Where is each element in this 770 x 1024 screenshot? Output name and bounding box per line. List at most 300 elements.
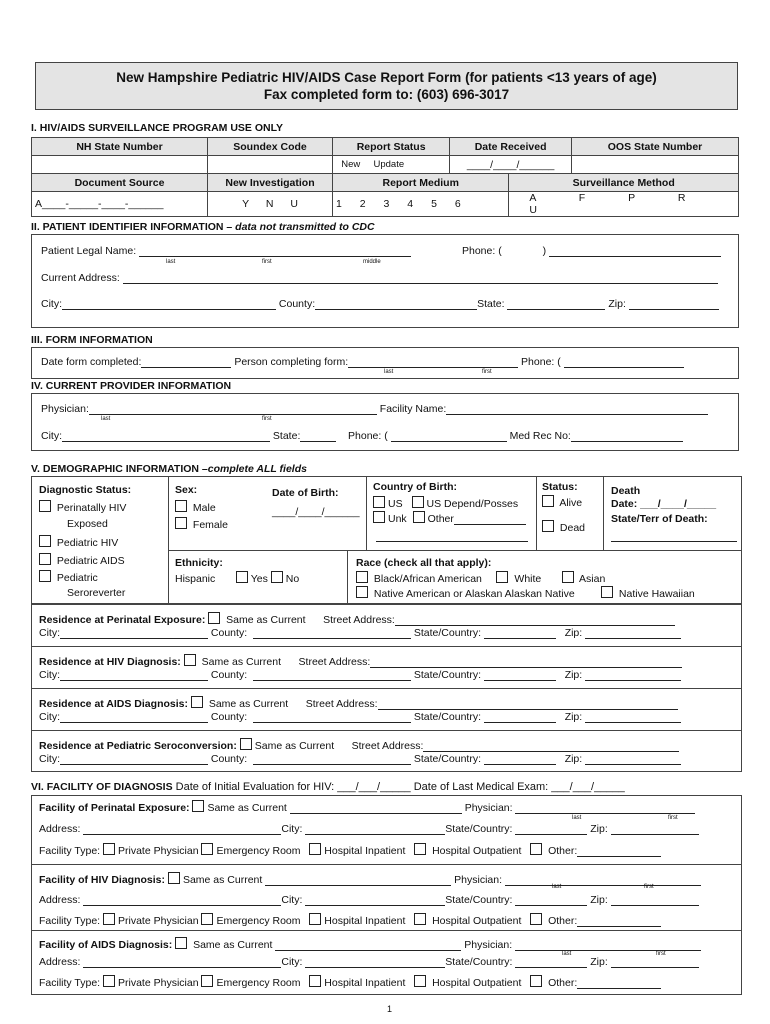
- diag-opt-label: Perinatally HIV: [56, 502, 127, 514]
- res-aids-row: [39, 696, 678, 710]
- facility-aids-row: [39, 937, 701, 951]
- medium-2[interactable]: 2: [359, 198, 366, 210]
- patient-phone-label: Phone: (: [462, 245, 502, 257]
- county-label: County:: [210, 669, 248, 681]
- surveillance-table: [31, 137, 739, 217]
- dob-label: Date of Birth:: [272, 487, 339, 499]
- section-4-heading: IV. CURRENT PROVIDER INFORMATION: [31, 380, 232, 392]
- state-country-field[interactable]: [515, 895, 587, 906]
- us-depend-label: US Depend/Posses: [426, 498, 519, 510]
- physician-label: Physician:: [454, 874, 503, 886]
- facility-perinatal-row: [39, 800, 695, 814]
- form-title-box: [35, 62, 738, 110]
- doc-source-cell[interactable]: A____-_____-____-______: [32, 192, 208, 217]
- city-row: [41, 298, 719, 310]
- county-field[interactable]: [253, 754, 411, 765]
- facility-name-field[interactable]: [446, 404, 708, 415]
- street-field[interactable]: [370, 657, 682, 668]
- checkbox-same-current[interactable]: [240, 738, 252, 750]
- new-investigation-header: New Investigation: [208, 174, 333, 192]
- res-aids-city-row: [39, 711, 681, 723]
- checkbox-other[interactable]: [530, 913, 542, 925]
- checkbox-same-current[interactable]: [208, 612, 220, 624]
- fax-line: Fax completed form to: (603) 696-3017: [263, 87, 510, 102]
- facility-aids-label: Facility of AIDS Diagnosis:: [39, 939, 173, 951]
- state-country-field[interactable]: [484, 670, 556, 681]
- facility-type-label: Facility Type:: [39, 977, 101, 989]
- male-label: Male: [192, 502, 216, 514]
- other-label: Other: [427, 513, 454, 525]
- date-completed-label: Date form completed:: [41, 356, 142, 368]
- last-exam-date[interactable]: Date of Last Medical Exam: ___/___/_____: [413, 781, 625, 793]
- female-label: Female: [192, 519, 228, 531]
- zip-field[interactable]: [611, 957, 699, 968]
- city-field[interactable]: [60, 754, 208, 765]
- checkbox-same-current[interactable]: [192, 800, 204, 812]
- checkbox-yes[interactable]: [236, 571, 248, 583]
- street-field[interactable]: [395, 615, 675, 626]
- street-label: Street Address:: [305, 698, 378, 710]
- address-label: Address:: [39, 894, 81, 906]
- doc-source-header: Document Source: [32, 174, 208, 192]
- type-private-label: Private Physician: [118, 915, 199, 927]
- sex-female[interactable]: [175, 517, 228, 531]
- type-inpatient-label: Hospital Inpatient: [324, 845, 406, 857]
- checkbox-other[interactable]: [413, 511, 425, 523]
- city-field[interactable]: [305, 895, 445, 906]
- street-field[interactable]: [423, 741, 679, 752]
- facility-name-field[interactable]: [290, 803, 462, 814]
- physician-label: Physician:: [464, 802, 513, 814]
- label-first: first: [668, 815, 678, 821]
- method-f[interactable]: F: [578, 192, 586, 204]
- hispanic-label: Hispanic: [175, 573, 216, 585]
- address-label: Address:: [39, 823, 81, 835]
- checkbox-same-current[interactable]: [184, 654, 196, 666]
- diag-opt-label: Pediatric HIV: [56, 537, 119, 549]
- race-native-label: Native American or Alaskan Alaskan Native: [373, 588, 575, 600]
- provider-phone-field[interactable]: [391, 431, 507, 442]
- same-label: Same as Current: [207, 802, 287, 814]
- res-perinatal-city-row: [39, 627, 681, 639]
- race-white-label: White: [514, 573, 542, 585]
- city-field[interactable]: [305, 957, 445, 968]
- facility-name-field[interactable]: [265, 875, 451, 886]
- zip-field[interactable]: [611, 895, 699, 906]
- new-investigation-options[interactable]: [208, 192, 333, 217]
- person-completing-field[interactable]: [348, 357, 518, 368]
- dead-label: Dead: [559, 522, 586, 534]
- person-completing-label: Person completing form:: [234, 356, 349, 368]
- type-inpatient-label: Hospital Inpatient: [324, 977, 406, 989]
- state-country-label: State/Country:: [413, 753, 481, 765]
- checkbox-us[interactable]: [373, 496, 385, 508]
- type-outpatient-label: Hospital Outpatient: [432, 845, 522, 857]
- facility-name-field[interactable]: [275, 940, 461, 951]
- checkbox[interactable]: [542, 495, 554, 507]
- legal-name-label: Patient Legal Name:: [41, 245, 137, 257]
- state-country-field[interactable]: [484, 712, 556, 723]
- state-country-field[interactable]: [515, 957, 587, 968]
- form-info-row: [41, 356, 684, 368]
- checkbox-er[interactable]: [201, 913, 213, 925]
- zip-field[interactable]: [585, 670, 681, 681]
- medrec-field[interactable]: [571, 431, 683, 442]
- page-number: 1: [387, 1004, 393, 1014]
- county-label: County:: [210, 627, 248, 639]
- method-r[interactable]: R: [677, 192, 686, 204]
- label-last: last: [552, 884, 562, 890]
- provider-state-label: State:: [272, 430, 301, 442]
- type-other-label: Other:: [548, 845, 578, 857]
- res-perinatal-row: [39, 612, 675, 626]
- provider-city-field[interactable]: [62, 431, 270, 442]
- death-state-label: State/Terr of Death:: [611, 513, 708, 525]
- checkbox-hawaiian[interactable]: [601, 586, 613, 598]
- method-a[interactable]: A: [529, 192, 536, 204]
- state-country-label: State/Country:: [445, 894, 513, 906]
- zip-field[interactable]: [611, 824, 699, 835]
- facility-aids-type-row: [39, 975, 661, 989]
- city-label: City:: [39, 627, 60, 639]
- death-state-field[interactable]: [611, 530, 737, 542]
- res-hiv-city-row: [39, 669, 681, 681]
- race-row-1: [356, 571, 605, 585]
- facility-perinatal-label: Facility of Perinatal Exposure:: [39, 802, 190, 814]
- alive-label: Alive: [559, 497, 583, 509]
- type-inpatient-label: Hospital Inpatient: [324, 915, 406, 927]
- county-field[interactable]: [253, 670, 411, 681]
- physician-row: [41, 403, 708, 415]
- legal-name-row: [41, 245, 411, 257]
- us-label: US: [388, 498, 403, 510]
- res-sero-city-row: [39, 753, 681, 765]
- country-line-2[interactable]: [376, 530, 528, 542]
- street-field[interactable]: [378, 699, 678, 710]
- zip-field[interactable]: [585, 628, 681, 639]
- diag-opt-label: Pediatric: [56, 572, 98, 584]
- county-label: County:: [278, 298, 316, 310]
- address-label: Current Address:: [41, 272, 120, 284]
- provider-city-label: City:: [41, 430, 62, 442]
- physician-field[interactable]: [89, 404, 377, 415]
- method-p[interactable]: P: [628, 192, 635, 204]
- surveillance-method-header: Surveillance Method: [509, 174, 739, 192]
- city-label: City:: [39, 753, 60, 765]
- oos-cell[interactable]: [572, 156, 739, 174]
- zip-field[interactable]: [629, 299, 719, 310]
- type-outpatient-label: Hospital Outpatient: [432, 977, 522, 989]
- type-private-label: Private Physician: [118, 977, 199, 989]
- section-1-heading: I. HIV/AIDS SURVEILLANCE PROGRAM USE ONLY: [31, 122, 284, 134]
- medrec-label: Med Rec No:: [509, 430, 571, 442]
- address-field[interactable]: [123, 273, 718, 284]
- zip-field[interactable]: [585, 712, 681, 723]
- status-new[interactable]: New: [341, 159, 361, 170]
- checkbox-us-depend[interactable]: [412, 496, 424, 508]
- address-field[interactable]: [83, 895, 281, 906]
- label-middle: middle: [363, 259, 381, 265]
- state-country-label: State/Country:: [413, 627, 481, 639]
- checkbox-native-american[interactable]: [356, 586, 368, 598]
- label-last: last: [562, 951, 572, 957]
- country-us-row: [373, 496, 518, 510]
- section-6-heading-row: [31, 781, 625, 793]
- diag-opt-exposed: Exposed: [67, 518, 108, 530]
- form-phone-field[interactable]: [564, 357, 684, 368]
- race-label: Race (check all that apply):: [356, 557, 492, 569]
- checkbox-inpatient[interactable]: [309, 843, 321, 855]
- physician-label: Physician:: [464, 939, 513, 951]
- label-first-4: first: [262, 416, 272, 422]
- city-field[interactable]: [60, 670, 208, 681]
- state-country-label: State/Country:: [413, 669, 481, 681]
- county-label: County:: [210, 711, 248, 723]
- date-completed-field[interactable]: [141, 357, 231, 368]
- checkbox[interactable]: [542, 520, 554, 532]
- street-label: Street Address:: [351, 740, 424, 752]
- checkbox[interactable]: [39, 535, 51, 547]
- checkbox[interactable]: [39, 500, 51, 512]
- state-field[interactable]: [507, 299, 605, 310]
- ethnicity-label: Ethnicity:: [175, 557, 223, 569]
- other-field[interactable]: [577, 978, 661, 989]
- checkbox[interactable]: [39, 570, 51, 582]
- facility-hiv-type-row: [39, 913, 661, 927]
- state-country-field[interactable]: [484, 628, 556, 639]
- provider-phone-label: Phone: (: [348, 430, 388, 442]
- provider-state-field[interactable]: [300, 431, 336, 442]
- facility-type-label: Facility Type:: [39, 845, 101, 857]
- initial-eval-date[interactable]: Date of Initial Evaluation for HIV: ___/___/_____: [175, 781, 411, 793]
- oos-header: OOS State Number: [572, 138, 739, 156]
- race-hawaiian-label: Native Hawaiian: [618, 588, 695, 600]
- diag-opt-pediatric[interactable]: [39, 570, 98, 584]
- zip-field[interactable]: [585, 754, 681, 765]
- section-2-note: data not transmitted to CDC: [235, 221, 375, 233]
- checkbox-asian[interactable]: [562, 571, 574, 583]
- status-dead[interactable]: [542, 520, 585, 534]
- state-label: State:: [477, 298, 505, 310]
- city-field[interactable]: [62, 299, 276, 310]
- city-label: City:: [39, 711, 60, 723]
- checkbox-no[interactable]: [271, 571, 283, 583]
- street-label: Street Address:: [323, 614, 395, 626]
- patient-phone-row: [462, 245, 721, 257]
- same-label: Same as Current: [201, 656, 282, 668]
- facility-type-label: Facility Type:: [39, 915, 101, 927]
- checkbox-black[interactable]: [356, 571, 368, 583]
- section-5-note: complete ALL fields: [207, 463, 307, 475]
- checkbox-er[interactable]: [201, 975, 213, 987]
- dob-field[interactable]: ____/____/______: [272, 506, 360, 518]
- report-medium-header: Report Medium: [333, 174, 509, 192]
- form-title: New Hampshire Pediatric HIV/AIDS Case Report Form (for patients <13 years of age): [116, 70, 657, 85]
- checkbox-same-current[interactable]: [168, 872, 180, 884]
- same-label: Same as Current: [208, 698, 289, 710]
- facility-hiv-label: Facility of HIV Diagnosis:: [39, 874, 166, 886]
- facility-hiv-address-row: [39, 894, 699, 906]
- res-aids-label: Residence at AIDS Diagnosis:: [39, 698, 188, 710]
- checkbox-outpatient[interactable]: [414, 913, 426, 925]
- no-label: No: [285, 573, 300, 585]
- legal-name-field[interactable]: [139, 246, 411, 257]
- ethnicity-row: [175, 571, 299, 585]
- city-field[interactable]: [305, 824, 445, 835]
- checkbox-other[interactable]: [530, 843, 542, 855]
- label-first-3: first: [482, 369, 492, 375]
- label-first: first: [644, 884, 654, 890]
- city-label: City:: [39, 669, 60, 681]
- checkbox-same-current[interactable]: [191, 696, 203, 708]
- label-last-3: last: [384, 369, 394, 375]
- res-perinatal-label: Residence at Perinatal Exposure:: [39, 614, 206, 626]
- medium-4[interactable]: 4: [407, 198, 414, 210]
- res-sero-label: Residence at Pediatric Seroconversion:: [39, 740, 237, 752]
- checkbox-inpatient[interactable]: [309, 913, 321, 925]
- provider-city-row: [41, 430, 683, 442]
- type-er-label: Emergency Room: [216, 977, 301, 989]
- race-row-2: [356, 586, 695, 600]
- race-black-label: Black/African American: [373, 573, 482, 585]
- county-field[interactable]: [253, 712, 411, 723]
- report-status-header: Report Status: [333, 138, 450, 156]
- medium-3[interactable]: 3: [383, 198, 390, 210]
- checkbox-inpatient[interactable]: [309, 975, 321, 987]
- checkbox[interactable]: [175, 500, 187, 512]
- checkbox-outpatient[interactable]: [414, 843, 426, 855]
- checkbox-private[interactable]: [103, 975, 115, 987]
- res-hiv-row: [39, 654, 682, 668]
- other-field[interactable]: [577, 916, 661, 927]
- checkbox[interactable]: [39, 553, 51, 565]
- country-unk-row: [373, 511, 526, 525]
- section-5-title: V. DEMOGRAPHIC INFORMATION –: [31, 463, 208, 475]
- checkbox-private[interactable]: [103, 843, 115, 855]
- diag-opt-label: Pediatric AIDS: [56, 555, 125, 567]
- diag-opt-aids[interactable]: [39, 553, 125, 567]
- option-u[interactable]: U: [290, 198, 298, 210]
- physician-field[interactable]: [515, 940, 701, 951]
- state-country-field[interactable]: [484, 754, 556, 765]
- county-label: County:: [210, 753, 248, 765]
- address-label: Address:: [39, 956, 81, 968]
- section-6-heading: VI. FACILITY OF DIAGNOSIS: [31, 781, 173, 793]
- option-n[interactable]: N: [265, 198, 274, 210]
- status-update[interactable]: Update: [373, 159, 405, 170]
- zip-label: Zip:: [590, 894, 608, 906]
- same-label: Same as Current: [254, 740, 335, 752]
- checkbox-er[interactable]: [201, 843, 213, 855]
- patient-phone-field[interactable]: [549, 246, 721, 257]
- nh-state-number-header: NH State Number: [32, 138, 208, 156]
- soundex-cell[interactable]: [208, 156, 333, 174]
- type-outpatient-label: Hospital Outpatient: [432, 915, 522, 927]
- zip-label: Zip:: [590, 956, 608, 968]
- other-field[interactable]: [577, 846, 661, 857]
- physician-field[interactable]: [515, 803, 695, 814]
- status-alive[interactable]: [542, 495, 582, 509]
- address-field[interactable]: [83, 957, 281, 968]
- unk-label: Unk: [388, 513, 407, 525]
- status-label: Status:: [542, 481, 578, 493]
- report-status-cell[interactable]: [333, 156, 450, 174]
- checkbox-same-current[interactable]: [175, 937, 187, 949]
- label-first: first: [656, 951, 666, 957]
- method-u[interactable]: U: [529, 204, 538, 216]
- phone-close: ): [542, 245, 547, 257]
- report-medium-options[interactable]: [333, 192, 509, 217]
- address-field[interactable]: [83, 824, 281, 835]
- section-5-heading: [31, 463, 307, 475]
- yes-label: Yes: [250, 573, 268, 585]
- physician-label: Physician:: [41, 403, 89, 415]
- sex-label: Sex:: [175, 484, 198, 496]
- surveillance-method-options[interactable]: [509, 192, 739, 217]
- same-label: Same as Current: [182, 874, 263, 886]
- city-field[interactable]: [60, 712, 208, 723]
- type-er-label: Emergency Room: [216, 915, 301, 927]
- state-country-label: State/Country:: [445, 823, 513, 835]
- nh-state-number-cell[interactable]: [32, 156, 208, 174]
- address-row: [41, 272, 718, 284]
- form-phone-label: Phone: (: [521, 356, 561, 368]
- label-last: last: [572, 815, 582, 821]
- diag-opt-hiv[interactable]: [39, 535, 118, 549]
- section-2-heading: [31, 221, 375, 233]
- facility-perinatal-address-row: [39, 823, 699, 835]
- facility-aids-address-row: [39, 956, 699, 968]
- physician-field[interactable]: [505, 875, 701, 886]
- same-label: Same as Current: [226, 614, 306, 626]
- soundex-header: Soundex Code: [208, 138, 333, 156]
- checkbox[interactable]: [175, 517, 187, 529]
- state-country-label: State/Country:: [413, 711, 481, 723]
- checkbox-outpatient[interactable]: [414, 975, 426, 987]
- option-y[interactable]: Y: [242, 198, 249, 210]
- race-asian-label: Asian: [579, 573, 606, 585]
- state-country-field[interactable]: [515, 824, 587, 835]
- checkbox-other[interactable]: [530, 975, 542, 987]
- date-received-cell[interactable]: ____/____/______: [450, 156, 572, 174]
- type-private-label: Private Physician: [118, 845, 199, 857]
- section-2-title: II. PATIENT IDENTIFIER INFORMATION –: [31, 221, 236, 233]
- city-label: City:: [281, 894, 303, 906]
- res-hiv-label: Residence at HIV Diagnosis:: [39, 656, 181, 668]
- zip-label: Zip:: [608, 298, 626, 310]
- zip-label: Zip:: [564, 627, 583, 639]
- checkbox-unk[interactable]: [373, 511, 385, 523]
- facility-hiv-row: [39, 872, 701, 886]
- medium-6[interactable]: 6: [454, 198, 461, 210]
- county-field[interactable]: [253, 628, 411, 639]
- city-label: City:: [281, 956, 303, 968]
- death-date[interactable]: Date: ___/____/_____: [611, 498, 717, 510]
- res-sero-row: [39, 738, 679, 752]
- county-field[interactable]: [315, 299, 477, 310]
- checkbox-private[interactable]: [103, 913, 115, 925]
- checkbox-white[interactable]: [496, 571, 508, 583]
- city-field[interactable]: [60, 628, 208, 639]
- other-country-field[interactable]: [454, 514, 526, 525]
- label-last: last: [166, 259, 176, 265]
- medium-1[interactable]: 1: [336, 198, 342, 210]
- medium-5[interactable]: 5: [431, 198, 437, 210]
- zip-label: Zip:: [564, 711, 583, 723]
- sex-male[interactable]: [175, 500, 216, 514]
- diag-opt-perinatal[interactable]: [39, 500, 126, 514]
- facility-name-label: Facility Name:: [379, 403, 447, 415]
